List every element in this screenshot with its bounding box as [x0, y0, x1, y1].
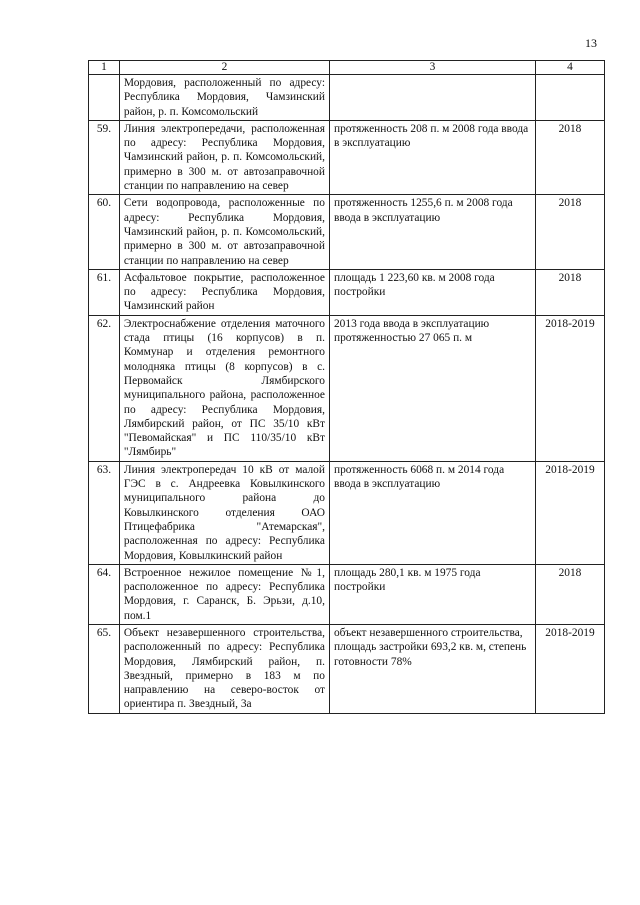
object-characteristics: 2013 года ввода в эксплуатацию протяженностью 27 065 п. м [329, 315, 535, 461]
object-name: Объект незавершенного строительства, расположенный по адресу: Республика Мордовия, Лямбирский район, п. Звездный, примерно в 183 м по направлению на северо-восток от ориентира п. Звездный, 3а [119, 624, 329, 713]
object-characteristics [329, 75, 535, 121]
row-number: 60. [89, 195, 120, 269]
row-number [89, 75, 120, 121]
object-name: Электроснабжение отделения маточного стада птицы (16 корпусов) в п. Коммунар и отделения ремонтного молодняка птицы (8 корпусов) в с. Первомайск Лямбирского муниципального района, расположенное по адресу: Республика Мордовия, Лямбирский район, от ПС 35/10 кВт "Певомайская" и ПС 110/35/10 кВт "Лямбирь" [119, 315, 329, 461]
row-number: 61. [89, 269, 120, 315]
row-number: 65. [89, 624, 120, 713]
year: 2018 [535, 564, 604, 624]
object-characteristics: протяженность 1255,6 п. м 2008 года ввода в эксплуатацию [329, 195, 535, 269]
column-header: 3 [329, 61, 535, 75]
column-header: 1 [89, 61, 120, 75]
page-number: 13 [585, 36, 597, 50]
column-header: 2 [119, 61, 329, 75]
object-characteristics: протяженность 6068 п. м 2014 года ввода в эксплуатацию [329, 461, 535, 564]
object-characteristics: площадь 1 223,60 кв. м 2008 года постройки [329, 269, 535, 315]
row-number: 59. [89, 120, 120, 194]
year: 2018-2019 [535, 315, 604, 461]
year: 2018-2019 [535, 624, 604, 713]
column-header: 4 [535, 61, 604, 75]
table-row [89, 564, 605, 624]
table-row [89, 269, 605, 315]
object-characteristics: площадь 280,1 кв. м 1975 года постройки [329, 564, 535, 624]
year: 2018-2019 [535, 461, 604, 564]
table-row [89, 75, 605, 121]
object-name: Линия электропередачи, расположенная по адресу: Республика Мордовия, Чамзинский район, р. п. Комсомольский, примерно в 300 м. от автозаправочной станции по направлению на север [119, 120, 329, 194]
year: 2018 [535, 120, 604, 194]
table-row [89, 315, 605, 461]
object-name: Мордовия, расположенный по адресу: Республика Мордовия, Чамзинский район, р. п. Комсомольский [119, 75, 329, 121]
object-name: Асфальтовое покрытие, расположенное по адресу: Республика Мордовия, Чамзинский район [119, 269, 329, 315]
year: 2018 [535, 269, 604, 315]
object-name: Линия электропередач 10 кВ от малой ГЭС в с. Андреевка Ковылкинского муниципального района до Ковылкинского отделения ОАО Птицефабрика "Атемарская", расположенная по адресу: Республика Мордовия, Ковылкинский район [119, 461, 329, 564]
table-row [89, 195, 605, 269]
table-row [89, 461, 605, 564]
table-row [89, 120, 605, 194]
table-header-row [89, 61, 605, 75]
row-number: 63. [89, 461, 120, 564]
object-characteristics: объект незавершенного строительства, площадь застройки 693,2 кв. м, степень готовности 78% [329, 624, 535, 713]
year: 2018 [535, 195, 604, 269]
year [535, 75, 604, 121]
object-name: Встроенное нежилое помещение №1, расположенное по адресу: Республика Мордовия, г. Саранск, Б. Эрьзи, д.10, пом.1 [119, 564, 329, 624]
property-table [88, 60, 605, 714]
table-row [89, 624, 605, 713]
row-number: 64. [89, 564, 120, 624]
object-characteristics: протяженность 208 п. м 2008 года ввода в эксплуатацию [329, 120, 535, 194]
row-number: 62. [89, 315, 120, 461]
object-name: Сети водопровода, расположенные по адресу: Республика Мордовия, Чамзинский район, р. п. Комсомольский, примерно в 300 м. от автозаправочной станции по направлению на север [119, 195, 329, 269]
